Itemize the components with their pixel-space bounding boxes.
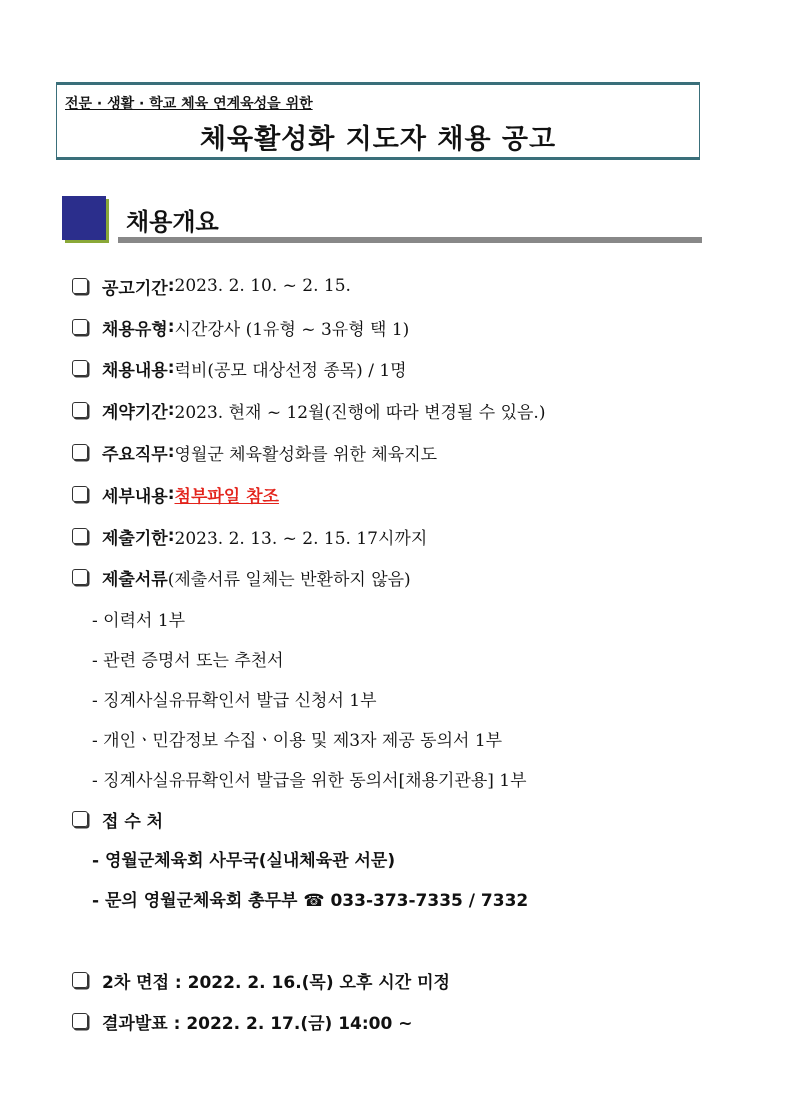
item-separator: : xyxy=(167,484,175,504)
item-value: 2023. 2. 13. ~ 2. 15. 17시까지 xyxy=(174,528,428,549)
item-row-interview xyxy=(72,968,450,992)
checkbox-icon xyxy=(72,360,88,376)
item-label: 주요직무 xyxy=(102,444,168,465)
item-row-employment-content xyxy=(72,356,407,380)
document-item: - 개인ㆍ민감정보 수집ㆍ이용 및 제3자 제공 동의서 1부 xyxy=(92,730,503,751)
checkbox-icon xyxy=(72,486,88,502)
item-label: 채용유형 xyxy=(102,319,168,340)
attachment-link[interactable]: 첨부파일 참조 xyxy=(174,486,279,507)
item-value: 럭비(공모 대상선정 종목) / 1명 xyxy=(174,360,407,381)
checkbox-icon xyxy=(72,278,88,294)
item-row-documents xyxy=(72,565,411,589)
item-value: 2023. 2. 10. ~ 2. 15. xyxy=(174,276,351,296)
item-row-employment-type xyxy=(72,315,409,339)
item-row-result xyxy=(72,1009,413,1033)
item-label: 제출기한 xyxy=(102,528,168,549)
checkbox-icon xyxy=(72,402,88,418)
item-row-contract-period xyxy=(72,398,545,422)
item-row-deadline xyxy=(72,524,427,548)
page-title: 체육활성화 지도자 채용 공고 xyxy=(199,124,557,155)
reception-line: - 문의 영월군체육회 총무부 ☎ 033-373-7335 / 7332 xyxy=(92,890,529,911)
checkbox-icon xyxy=(72,1013,88,1029)
section-title: 채용개요 xyxy=(126,208,219,236)
section-bullet-square-icon xyxy=(62,196,106,240)
item-separator: : xyxy=(167,276,175,296)
checkbox-icon xyxy=(72,569,88,585)
item-value: 영월군 체육활성화를 위한 체육지도 xyxy=(174,444,438,465)
item-separator: : xyxy=(167,442,175,462)
checkbox-icon xyxy=(72,444,88,460)
result-text: 결과발표 : 2022. 2. 17.(금) 14:00 ~ xyxy=(102,1013,413,1034)
item-label: 채용내용 xyxy=(102,360,168,381)
item-label: 제출서류 xyxy=(102,569,168,590)
title-subtitle: 전문 · 생활 · 학교 체육 연계육성을 위한 xyxy=(65,96,313,112)
item-value: 시간강사 (1유형 ~ 3유형 택 1) xyxy=(174,319,410,340)
item-separator: : xyxy=(167,317,175,337)
item-label: 계약기간 xyxy=(102,402,168,423)
item-row-reception xyxy=(72,807,163,831)
title-box xyxy=(56,82,700,160)
checkbox-icon xyxy=(72,811,88,827)
item-row-main-duties xyxy=(72,440,437,464)
item-value: 2023. 현재 ~ 12월(진행에 따라 변경될 수 있음.) xyxy=(174,402,546,423)
reception-line: - 영월군체육회 사무국(실내체육관 서문) xyxy=(92,850,396,871)
item-separator: : xyxy=(167,526,175,546)
checkbox-icon xyxy=(72,528,88,544)
interview-text: 2차 면접 : 2022. 2. 16.(목) 오후 시간 미정 xyxy=(102,972,450,993)
document-item: - 징계사실유뮤확인서 발급 신청서 1부 xyxy=(92,690,377,711)
item-label: 세부내용 xyxy=(102,486,168,507)
document-item: - 관련 증명서 또는 추천서 xyxy=(92,650,284,671)
section-divider xyxy=(118,237,702,243)
document-item: - 징계사실유뮤확인서 발급을 위한 동의서[채용기관용] 1부 xyxy=(92,770,527,791)
checkbox-icon xyxy=(72,319,88,335)
item-label: 접 수 처 xyxy=(102,811,164,832)
item-separator: : xyxy=(167,400,175,420)
item-label: 공고기간 xyxy=(102,278,168,299)
document-item: - 이력서 1부 xyxy=(92,610,186,631)
item-row-posting-period xyxy=(72,274,351,298)
item-separator: : xyxy=(167,358,175,378)
item-value: (제출서류 일체는 반환하지 않음) xyxy=(167,569,411,590)
checkbox-icon xyxy=(72,972,88,988)
item-row-details xyxy=(72,482,279,506)
